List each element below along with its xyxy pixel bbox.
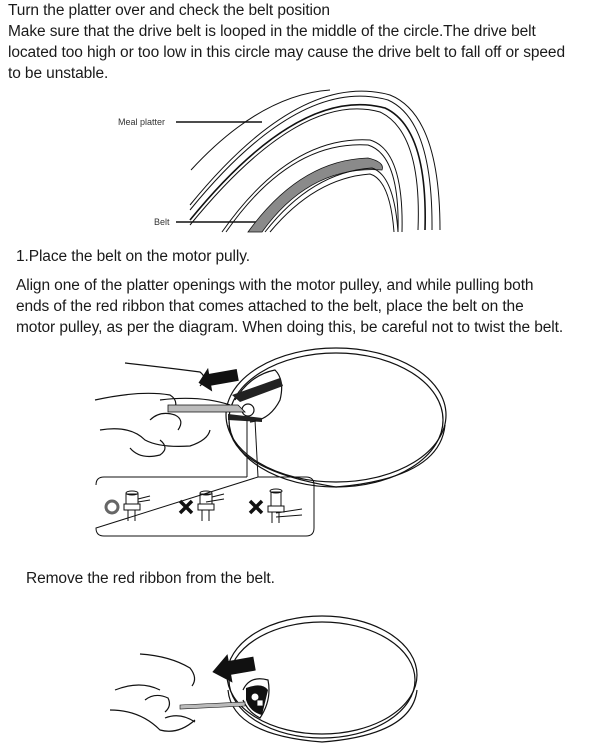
remove-ribbon-diagram [0,589,606,749]
wrong-mark-2-icon [248,499,264,515]
body-line-1: Make sure that the drive belt is looped in the middle of the circle.The drive belt [8,23,536,40]
pulley-correct-icon [122,489,152,529]
section-title: Turn the platter over and check the belt position [8,2,330,19]
label-meal-platter: Meal platter [118,117,166,127]
platter-belt-diagram [0,0,606,240]
step1-line-1: Align one of the platter openings with the motor pulley, and while pulling both [16,277,534,294]
correct-mark-icon [104,499,120,515]
wrong-mark-1-icon [178,499,194,515]
body-line-2: located too high or too low in this circle may cause the drive belt to fall off or speed [8,44,565,61]
label-belt: Belt [154,217,170,227]
body-line-3: to be unstable. [8,65,109,82]
step2-instruction: Remove the red ribbon from the belt. [26,570,275,587]
inset-box [96,477,314,536]
pulley-wrong-2-icon [266,487,306,531]
step1-line-2: ends of the red ribbon that comes attached to the belt, place the belt on the [16,298,524,315]
step1-line-3: motor pulley, as per the diagram. When doing this, be careful not to twist the belt. [16,319,564,336]
step1-heading: 1.Place the belt on the motor pully. [16,248,250,265]
pulley-wrong-1-icon [196,489,226,529]
